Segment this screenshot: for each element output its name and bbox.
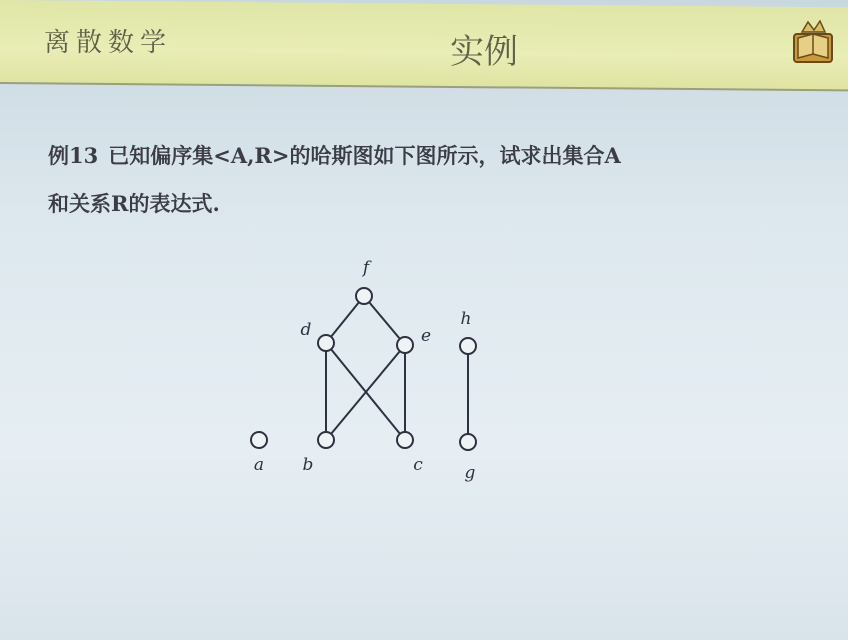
hasse-nodes <box>251 288 476 450</box>
node-label-c: c <box>413 455 423 475</box>
edge-e-f <box>364 296 405 345</box>
course-title: 离散数学 <box>44 28 173 58</box>
node-c <box>397 432 413 448</box>
problem-line-1-text: 已知偏序集<A,R>的哈斯图如下图所示，试求出集合A <box>108 143 621 168</box>
node-label-d: d <box>300 320 312 340</box>
node-a <box>251 432 267 448</box>
slide-title: 实例 <box>450 32 518 72</box>
node-f <box>356 288 372 304</box>
example-label: 例13 <box>48 143 99 168</box>
node-label-e: e <box>420 326 432 346</box>
node-label-b: b <box>302 455 314 475</box>
node-b <box>318 432 334 448</box>
node-h <box>460 338 476 354</box>
node-e <box>397 337 413 353</box>
node-label-a: a <box>253 455 265 475</box>
node-d <box>318 335 334 351</box>
node-label-h: h <box>460 309 472 329</box>
edge-d-f <box>326 296 364 343</box>
node-g <box>460 434 476 450</box>
hasse-edges <box>326 296 468 442</box>
problem-line-2: 和关系R的表达式. <box>48 191 220 216</box>
node-label-f: f <box>362 258 370 278</box>
node-label-g: g <box>464 463 476 483</box>
